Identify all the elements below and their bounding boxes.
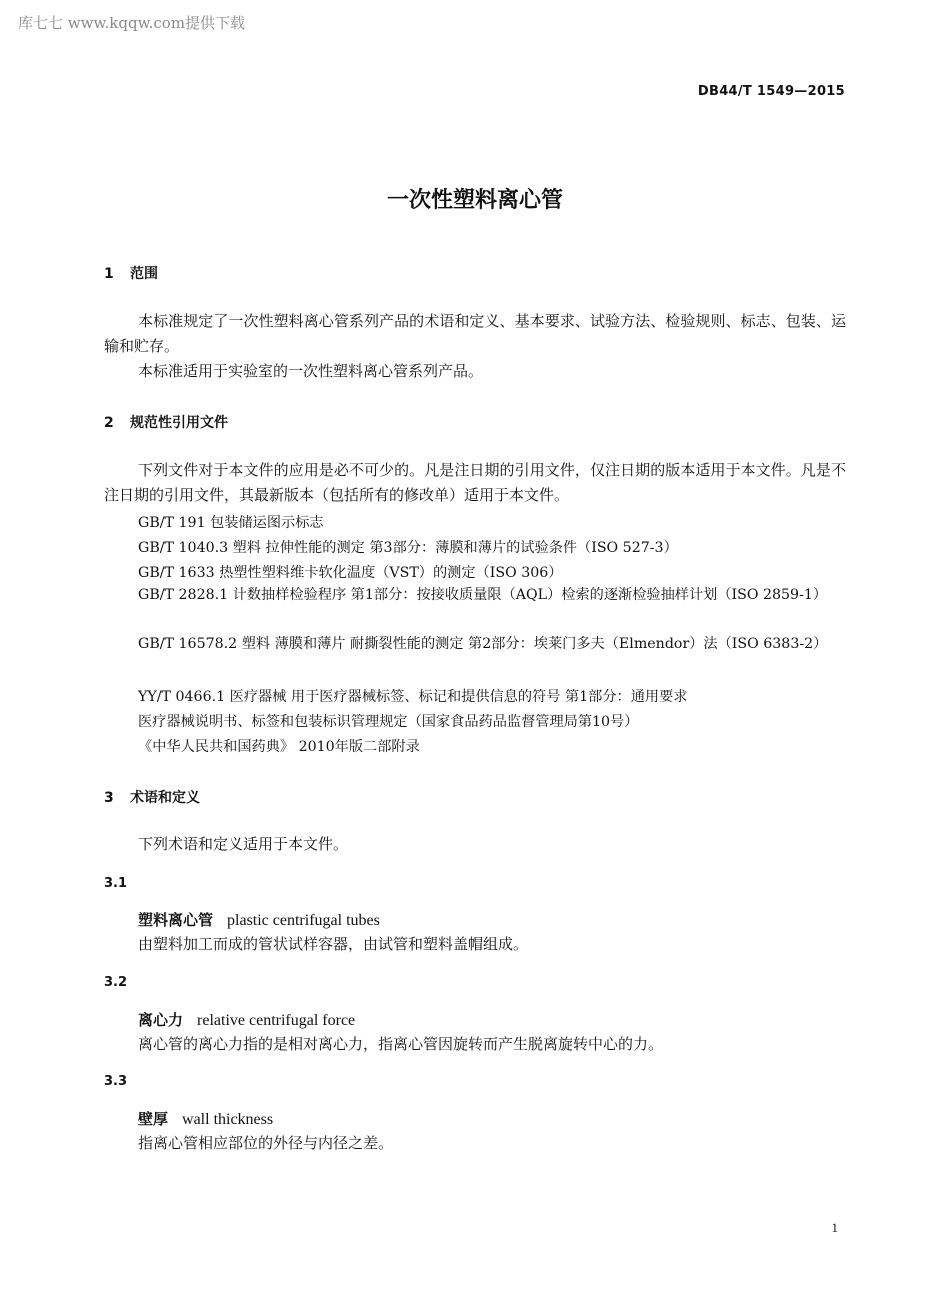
document-title: 一次性塑料离心管 [386, 188, 563, 213]
term-english: wall thickness [182, 1111, 274, 1128]
reference-item: GB/T 2828.1 计数抽样检验程序 第1部分：按接收质量限（AQL）检索的逐渐检验抽样计划（ISO 2859-1） [138, 587, 828, 603]
standard-code: DB44/T 1549—2015 [697, 84, 845, 99]
section-2-heading [104, 412, 228, 432]
reference-item: GB/T 1633 热塑性塑料维卡软化温度（VST）的测定（ISO 306） [138, 565, 563, 581]
term-entry [138, 909, 380, 930]
reference-item: 医疗器械说明书、标签和包装标识管理规定（国家食品药品监督管理局第10号） [138, 714, 639, 730]
section-number: 1 [104, 266, 114, 282]
term-english: relative centrifugal force [197, 1012, 356, 1029]
term-definition: 离心管的离心力指的是相对离心力，指离心管因旋转而产生脱离旋转中心的力。 [138, 1035, 664, 1053]
term-definition: 由塑料加工而成的管状试样容器，由试管和塑料盖帽组成。 [138, 935, 529, 953]
section-title: 术语和定义 [130, 790, 200, 806]
page-number: 1 [831, 1220, 838, 1235]
section-title: 规范性引用文件 [130, 415, 228, 431]
reference-item: 《中华人民共和国药典》 2010年版二部附录 [138, 739, 420, 755]
term-number: 3.3 [104, 1074, 128, 1089]
term-number: 3.1 [104, 876, 128, 891]
reference-item: GB/T 1040.3 塑料 拉伸性能的测定 第3部分：薄膜和薄片的试验条件（ISO 527-3） [138, 540, 678, 556]
section-3-heading [104, 787, 200, 807]
section-number: 3 [104, 790, 114, 806]
section-1-paragraph: 本标准规定了一次性塑料离心管系列产品的术语和定义、基本要求、试验方法、检验规则、标志、包装、运输和贮存。 [104, 312, 846, 355]
section-1-paragraph: 本标准适用于实验室的一次性塑料离心管系列产品。 [138, 362, 484, 380]
section-1-heading [104, 263, 158, 283]
section-number: 2 [104, 415, 114, 431]
term-entry [138, 1108, 273, 1129]
term-chinese: 塑料离心管 [138, 911, 214, 929]
term-definition: 指离心管相应部位的外径与内径之差。 [138, 1134, 394, 1152]
section-3-intro: 下列术语和定义适用于本文件。 [138, 835, 349, 853]
reference-item: YY/T 0466.1 医疗器械 用于医疗器械标签、标记和提供信息的符号 第1部分：通用要求 [138, 689, 688, 705]
section-2-intro: 下列文件对于本文件的应用是必不可少的。凡是注日期的引用文件，仅注日期的版本适用于本文件。凡是不注日期的引用文件，其最新版本（包括所有的修改单）适用于本文件。 [104, 461, 846, 504]
reference-item: GB/T 16578.2 塑料 薄膜和薄片 耐撕裂性能的测定 第2部分：埃莱门多夫（Elmendor）法（ISO 6383-2） [138, 636, 828, 652]
term-chinese: 离心力 [138, 1011, 184, 1029]
term-chinese: 壁厚 [138, 1110, 169, 1128]
section-title: 范围 [130, 266, 158, 282]
watermark-text: 库七七 www.kqqw.com提供下载 [18, 14, 246, 32]
term-entry [138, 1009, 355, 1030]
reference-item: GB/T 191 包装储运图示标志 [138, 515, 324, 531]
term-english: plastic centrifugal tubes [227, 912, 380, 929]
term-number: 3.2 [104, 975, 128, 990]
